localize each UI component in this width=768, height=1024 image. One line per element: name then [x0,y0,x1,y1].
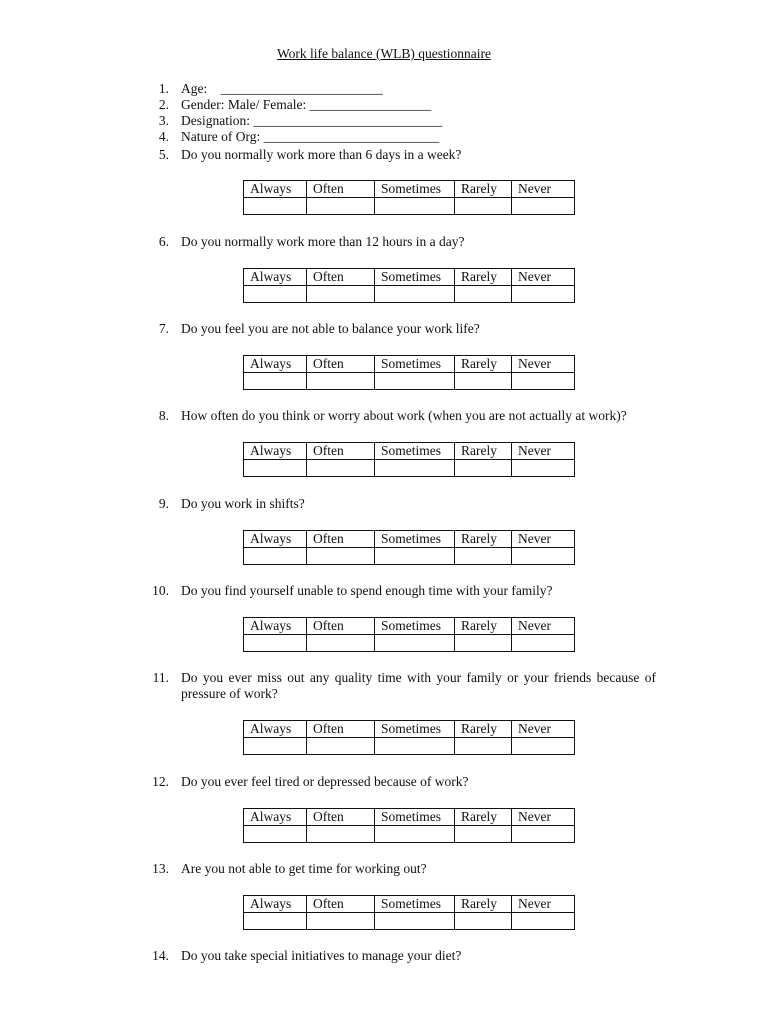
answer-row [244,738,575,755]
answer-cell[interactable] [512,826,575,843]
answer-cell[interactable] [307,738,375,755]
scale-label: Sometimes [375,721,455,738]
answer-cell[interactable] [307,373,375,390]
question-text: How often do you think or worry about work (when you are not actually at work)? [181,408,627,423]
scale-label: Never [512,356,575,373]
scale-label: Always [244,531,307,548]
scale-header-row [244,181,575,198]
question-text: Do you find yourself unable to spend enough time with your family? [181,583,553,598]
question-text: Do you ever feel tired or depressed because of work? [181,774,469,789]
answer-cell[interactable] [512,373,575,390]
answer-cell[interactable] [375,738,455,755]
answer-row [244,198,575,215]
question-number: 8. [158,408,169,423]
item-number: 1. [158,81,169,96]
answer-cell[interactable] [512,635,575,652]
response-scale-table [243,808,575,843]
item-number: 2. [158,97,169,112]
response-scale-table [243,895,575,930]
answer-cell[interactable] [244,286,307,303]
answer-row [244,913,575,930]
designation-field[interactable]: Designation: ____________________________ [181,113,443,128]
nature-of-org-field[interactable]: Nature of Org: __________________________ [181,129,440,144]
answer-cell[interactable] [307,286,375,303]
scale-label: Always [244,618,307,635]
answer-cell[interactable] [455,738,512,755]
scale-label: Often [307,356,375,373]
answer-cell[interactable] [307,913,375,930]
answer-row [244,286,575,303]
answer-cell[interactable] [512,460,575,477]
scale-label: Often [307,269,375,286]
answer-cell[interactable] [244,460,307,477]
response-scale-table [243,617,575,652]
question-text: Are you not able to get time for working out? [181,861,427,876]
answer-cell[interactable] [244,198,307,215]
scale-label: Never [512,896,575,913]
answer-cell[interactable] [455,373,512,390]
answer-cell[interactable] [307,460,375,477]
scale-label: Sometimes [375,809,455,826]
answer-cell[interactable] [455,913,512,930]
scale-label: Never [512,443,575,460]
answer-cell[interactable] [375,460,455,477]
item-number: 3. [158,113,169,128]
answer-cell[interactable] [307,635,375,652]
question-text: Do you feel you are not able to balance your work life? [181,321,480,336]
scale-label: Always [244,809,307,826]
answer-row [244,373,575,390]
question-number: 12. [152,774,169,789]
answer-cell[interactable] [455,635,512,652]
scale-label: Often [307,443,375,460]
answer-cell[interactable] [375,913,455,930]
scale-label: Sometimes [375,443,455,460]
scale-label: Often [307,531,375,548]
scale-label: Never [512,618,575,635]
answer-cell[interactable] [512,198,575,215]
scale-label: Rarely [455,896,512,913]
answer-cell[interactable] [375,826,455,843]
scale-header-row [244,269,575,286]
question-text: Do you take special initiatives to manage your diet? [181,948,462,963]
scale-label: Often [307,618,375,635]
question-number: 14. [152,948,169,963]
answer-cell[interactable] [512,738,575,755]
answer-cell[interactable] [244,635,307,652]
scale-label: Sometimes [375,618,455,635]
answer-cell[interactable] [375,373,455,390]
answer-cell[interactable] [455,198,512,215]
response-scale-table [243,268,575,303]
question-text: Do you normally work more than 12 hours in a day? [181,234,465,249]
scale-header-row [244,896,575,913]
scale-label: Often [307,809,375,826]
scale-header-row [244,721,575,738]
answer-row [244,460,575,477]
scale-header-row [244,809,575,826]
answer-row [244,635,575,652]
scale-header-row [244,618,575,635]
question-number: 11. [152,670,169,685]
response-scale-table [243,442,575,477]
answer-cell[interactable] [512,913,575,930]
answer-cell[interactable] [455,826,512,843]
answer-cell[interactable] [244,373,307,390]
scale-header-row [244,356,575,373]
scale-label: Never [512,269,575,286]
question-number: 5. [158,147,169,162]
scale-label: Always [244,181,307,198]
question-number: 7. [158,321,169,336]
question-text: Do you work in shifts? [181,496,305,511]
question-number: 6. [158,234,169,249]
age-field[interactable]: Age: ________________________ [181,81,383,96]
scale-label: Sometimes [375,896,455,913]
answer-cell[interactable] [375,286,455,303]
scale-label: Rarely [455,809,512,826]
answer-cell[interactable] [375,635,455,652]
scale-label: Sometimes [375,356,455,373]
scale-label: Never [512,181,575,198]
scale-label: Never [512,721,575,738]
scale-label: Always [244,896,307,913]
scale-label: Often [307,896,375,913]
answer-cell[interactable] [307,548,375,565]
scale-label: Rarely [455,269,512,286]
answer-cell[interactable] [307,826,375,843]
question-text-continued: pressure of work? [181,686,278,701]
scale-label: Never [512,531,575,548]
question-number: 10. [152,583,169,598]
scale-label: Always [244,443,307,460]
response-scale-table [243,355,575,390]
item-number: 4. [158,129,169,144]
scale-label: Always [244,269,307,286]
response-scale-table [243,530,575,565]
question-text: Do you ever miss out any quality time with your family or your friends because of [181,670,657,685]
question-text: Do you normally work more than 6 days in a week? [181,147,462,162]
answer-cell[interactable] [244,826,307,843]
response-scale-table [243,720,575,755]
scale-label: Rarely [455,443,512,460]
scale-label: Never [512,809,575,826]
answer-cell[interactable] [455,548,512,565]
answer-cell[interactable] [307,198,375,215]
question-number: 13. [152,861,169,876]
scale-header-row [244,531,575,548]
scale-label: Often [307,181,375,198]
answer-cell[interactable] [244,913,307,930]
answer-row [244,826,575,843]
scale-label: Always [244,356,307,373]
scale-label: Rarely [455,721,512,738]
answer-cell[interactable] [512,548,575,565]
scale-header-row [244,443,575,460]
scale-label: Rarely [455,356,512,373]
scale-label: Sometimes [375,269,455,286]
scale-label: Sometimes [375,181,455,198]
answer-cell[interactable] [244,738,307,755]
scale-label: Sometimes [375,531,455,548]
scale-label: Often [307,721,375,738]
answer-cell[interactable] [375,198,455,215]
page-title: Work life balance (WLB) questionnaire [276,46,492,61]
scale-label: Always [244,721,307,738]
answer-cell[interactable] [375,548,455,565]
gender-field[interactable]: Gender: Male/ Female: __________________ [181,97,432,112]
answer-cell[interactable] [512,286,575,303]
scale-label: Rarely [455,618,512,635]
answer-cell[interactable] [455,286,512,303]
response-scale-table [243,180,575,215]
answer-cell[interactable] [455,460,512,477]
question-number: 9. [158,496,169,511]
answer-cell[interactable] [244,548,307,565]
answer-row [244,548,575,565]
scale-label: Rarely [455,181,512,198]
scale-label: Rarely [455,531,512,548]
